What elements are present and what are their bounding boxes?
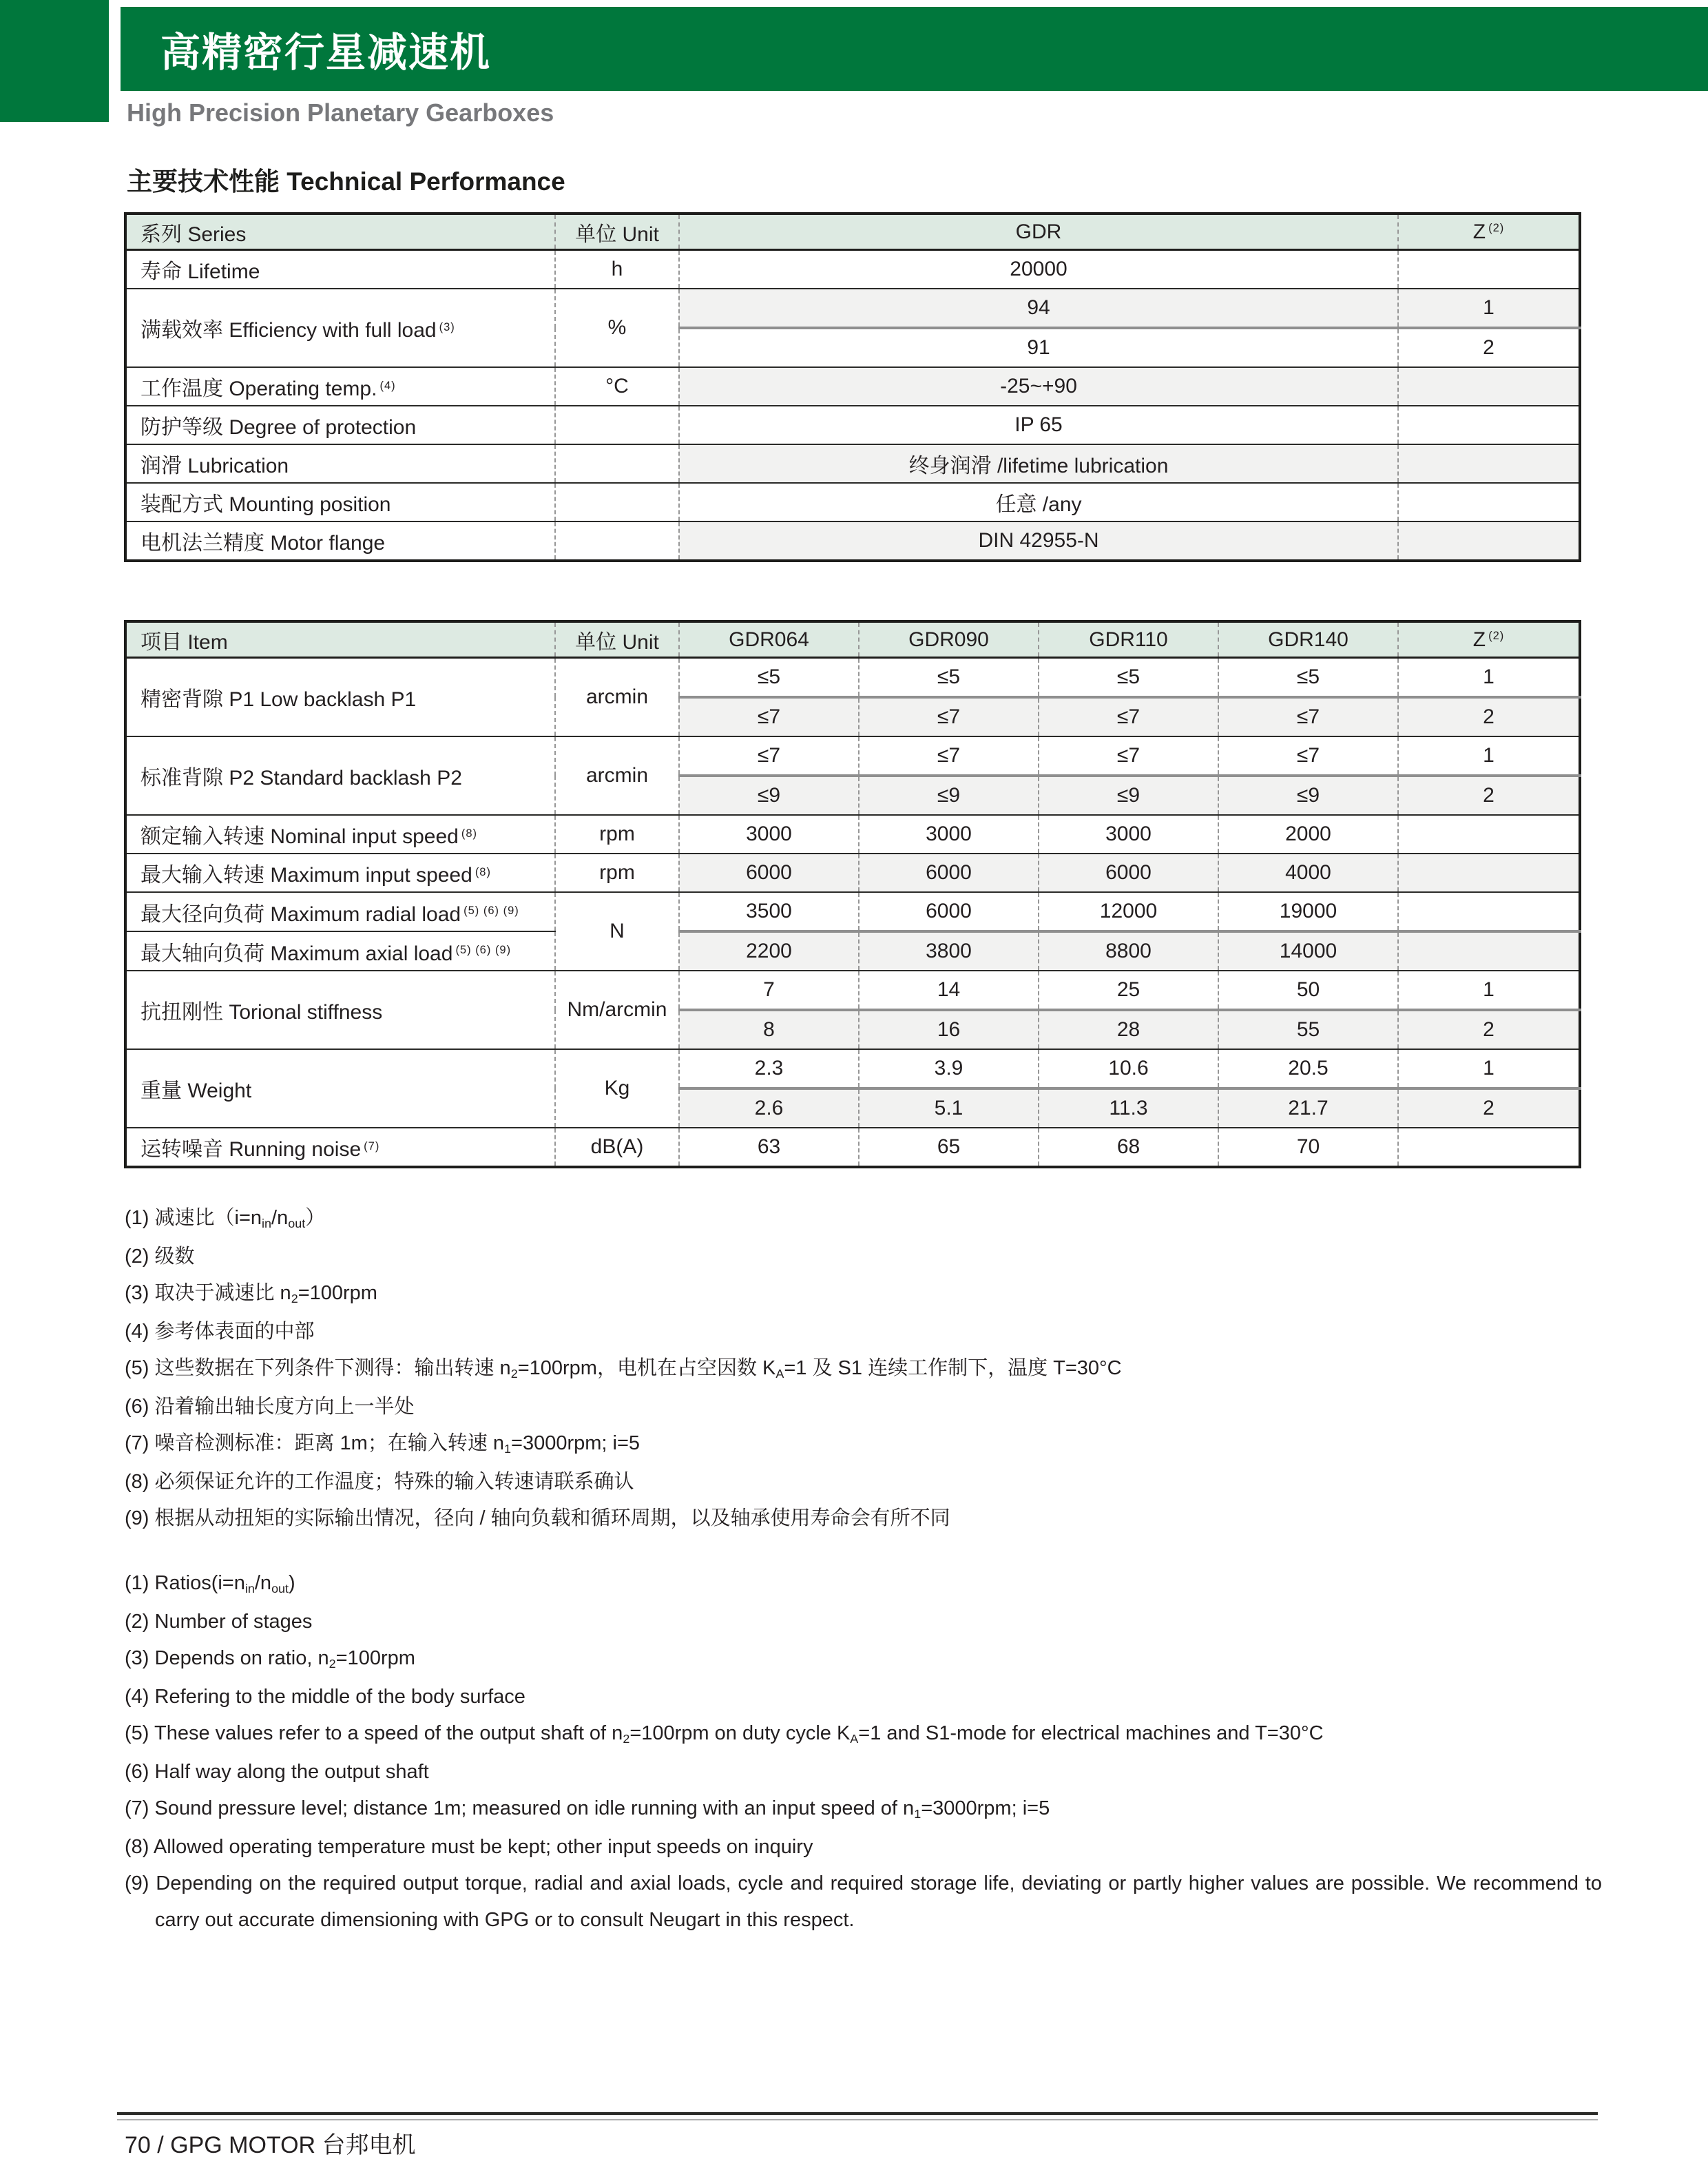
value-cell: 94: [679, 289, 1398, 328]
footnote-en-8: (8) Allowed operating temperature must be kept; other input speeds on inquiry: [125, 1836, 813, 1858]
value-cell: ≤9: [859, 776, 1039, 815]
value-cell: 终身润滑 /lifetime lubrication: [679, 444, 1398, 483]
table-row-lifetime: [125, 250, 1580, 289]
row-label-cell: 装配方式 Mounting position: [125, 483, 555, 521]
footnote-en-5: (5) These values refer to a speed of the output shaft of n2=100rpm on duty cycle KA=1 and S1-mode for electrical machines and T=30°C: [125, 1722, 1324, 1746]
model-header-cell: GDR090: [859, 621, 1039, 658]
table-row-p1-backlash-1: [125, 658, 1580, 698]
value-cell: 2200: [679, 931, 859, 971]
value-cell: 21.7: [1218, 1088, 1398, 1128]
footnote-en-3: (3) Depends on ratio, n2=100rpm: [125, 1647, 415, 1671]
footnote-en-1: (1) Ratios(i=nin/nout): [125, 1572, 295, 1596]
row-label-cell: 最大输入转速 Maximum input speed $^{(8)}$: [125, 854, 555, 892]
value-cell: 50: [1218, 971, 1398, 1010]
value-cell: 8800: [1039, 931, 1218, 971]
value-cell: ≤7: [1039, 736, 1218, 776]
value-cell: 3.9: [859, 1049, 1039, 1088]
table-row-motor-flange: [125, 521, 1580, 561]
z-cell: [1398, 406, 1580, 444]
value-cell: 68: [1039, 1128, 1218, 1167]
value-cell: 2.6: [679, 1088, 859, 1128]
unit-cell: arcmin: [555, 736, 679, 815]
footnote-en-6: (6) Half way along the output shaft: [125, 1761, 429, 1783]
value-cell: 25: [1039, 971, 1218, 1010]
item-header-cell: 项目 Item: [125, 621, 555, 658]
value-cell: ≤7: [679, 736, 859, 776]
z-cell: 1: [1398, 289, 1580, 328]
unit-cell: Kg: [555, 1049, 679, 1128]
value-cell: 3800: [859, 931, 1039, 971]
page-subtitle: High Precision Planetary Gearboxes: [127, 99, 554, 127]
row-label-cell: 抗扭刚性 Torional stiffness: [125, 971, 555, 1049]
z-cell: 2: [1398, 776, 1580, 815]
footnotes-chinese: [125, 1200, 1602, 1537]
footnote-cn-6: (6) 沿着输出轴长度方向上一半处: [125, 1396, 415, 1418]
value-cell: 3000: [679, 815, 859, 854]
table-row-p2-backlash-1: [125, 736, 1580, 776]
value-cell: 63: [679, 1128, 859, 1167]
value-cell: 任意 /any: [679, 483, 1398, 521]
unit-header-cell: 单位 Unit: [555, 214, 679, 250]
table-row-radial-load: [125, 892, 1580, 931]
z-cell: [1398, 815, 1580, 854]
model-header-cell: GDR140: [1218, 621, 1398, 658]
z-cell: 2: [1398, 697, 1580, 736]
value-cell: ≤5: [1039, 658, 1218, 698]
value-cell: 2.3: [679, 1049, 859, 1088]
table-row-protection: [125, 406, 1580, 444]
z-cell: 2: [1398, 1010, 1580, 1049]
unit-cell: [555, 521, 679, 561]
value-cell: 55: [1218, 1010, 1398, 1049]
value-cell: ≤9: [1218, 776, 1398, 815]
value-cell: 20.5: [1218, 1049, 1398, 1088]
z-cell: 2: [1398, 1088, 1580, 1128]
row-label-cell: 润滑 Lubrication: [125, 444, 555, 483]
z-cell: 1: [1398, 736, 1580, 776]
title-banner: [121, 7, 1708, 91]
table-row-axial-load: [125, 931, 1580, 971]
unit-cell: rpm: [555, 854, 679, 892]
value-cell: ≤5: [1218, 658, 1398, 698]
value-cell: 11.3: [1039, 1088, 1218, 1128]
footnote-cn-3: (3) 取决于减速比 n2=100rpm: [125, 1282, 377, 1306]
value-cell: ≤7: [1039, 697, 1218, 736]
row-label-cell: 最大径向负荷 Maximum radial load $^{(5) (6) (9)}$: [125, 892, 555, 931]
row-label-cell: 满载效率 Efficiency with full load $^{(3)}$: [125, 289, 555, 367]
left-accent-bar: [0, 0, 109, 122]
value-cell: ≤7: [859, 736, 1039, 776]
footer-rule: [117, 2112, 1598, 2115]
footnote-en-2: (2) Number of stages: [125, 1611, 313, 1633]
footnote-en-7: (7) Sound pressure level; distance 1m; measured on idle running with an input speed of n1=3000rpm; i=5: [125, 1797, 1050, 1821]
footnote-en-9: (9) Depending on the required output torque, radial and axial loads, cycle and required storage life, deviating or partly higher values are possible. We recommend to carry out accurate dimensioning with GPG or to consult Neugart in this respect.: [125, 1872, 1602, 1931]
footnote-cn-1: (1) 减速比（i=nin/nout）: [125, 1207, 326, 1231]
row-label-cell: 工作温度 Operating temp. $^{(4)}$: [125, 367, 555, 406]
value-cell: 28: [1039, 1010, 1218, 1049]
value-cell: ≤7: [1218, 697, 1398, 736]
value-cell: 19000: [1218, 892, 1398, 931]
section-title: 主要技术性能 Technical Performance: [127, 167, 565, 196]
footnotes-english: [125, 1565, 1602, 1939]
value-cell: DIN 42955-N: [679, 521, 1398, 561]
series-performance-table: [124, 212, 1581, 562]
table-header-row: [125, 214, 1580, 250]
unit-cell: [555, 406, 679, 444]
value-cell: ≤9: [1039, 776, 1218, 815]
row-label-cell: 运转噪音 Running noise $^{(7)}$: [125, 1128, 555, 1167]
footnote-en-4: (4) Refering to the middle of the body surface: [125, 1686, 525, 1708]
unit-header-cell: 单位 Unit: [555, 621, 679, 658]
value-cell: 6000: [859, 854, 1039, 892]
gdr-header-cell: GDR: [679, 214, 1398, 250]
value-cell: 8: [679, 1010, 859, 1049]
table-header-row: [125, 621, 1580, 658]
footnote-cn-2: (2) 级数: [125, 1246, 195, 1268]
table-row-mounting: [125, 483, 1580, 521]
unit-cell: %: [555, 289, 679, 367]
footnote-cn-5: (5) 这些数据在下列条件下测得：输出转速 n2=100rpm，电机在占空因数 KA=1 及 S1 连续工作制下，温度 T=30°C: [125, 1357, 1122, 1381]
row-label-cell: 精密背隙 P1 Low backlash P1: [125, 658, 555, 737]
table-row-nominal-speed: [125, 815, 1580, 854]
value-cell: 14000: [1218, 931, 1398, 971]
table-row-weight-1: [125, 1049, 1580, 1088]
table-row-efficiency-1: [125, 289, 1580, 328]
value-cell: 6000: [1039, 854, 1218, 892]
value-cell: 4000: [1218, 854, 1398, 892]
unit-cell: N: [555, 892, 679, 971]
footnote-cn-9: (9) 根据从动扭矩的实际输出情况，径向 / 轴向负载和循环周期，以及轴承使用寿命会有所不同: [125, 1507, 950, 1529]
page-title: 高精密行星减速机: [160, 30, 492, 75]
table-row-max-speed: [125, 854, 1580, 892]
value-cell: 7: [679, 971, 859, 1010]
value-cell: IP 65: [679, 406, 1398, 444]
z-cell: [1398, 367, 1580, 406]
unit-cell: [555, 444, 679, 483]
unit-cell: dB(A): [555, 1128, 679, 1167]
unit-cell: °C: [555, 367, 679, 406]
z-cell: [1398, 1128, 1580, 1167]
z-cell: [1398, 854, 1580, 892]
value-cell: 6000: [859, 892, 1039, 931]
value-cell: 3000: [1039, 815, 1218, 854]
value-cell: 10.6: [1039, 1049, 1218, 1088]
value-cell: 91: [679, 328, 1398, 367]
unit-cell: arcmin: [555, 658, 679, 737]
model-header-cell: GDR110: [1039, 621, 1218, 658]
unit-cell: Nm/arcmin: [555, 971, 679, 1049]
footnote-cn-4: (4) 参考体表面的中部: [125, 1321, 315, 1343]
value-cell: 5.1: [859, 1088, 1039, 1128]
row-label-cell: 电机法兰精度 Motor flange: [125, 521, 555, 561]
footer-page-number: 70 / GPG MOTOR 台邦电机: [125, 2132, 416, 2158]
table-row-lubrication: [125, 444, 1580, 483]
row-label-cell: 防护等级 Degree of protection: [125, 406, 555, 444]
row-label-cell: 重量 Weight: [125, 1049, 555, 1128]
z-cell: 1: [1398, 971, 1580, 1010]
z-cell: [1398, 444, 1580, 483]
value-cell: 70: [1218, 1128, 1398, 1167]
value-cell: 2000: [1218, 815, 1398, 854]
series-table-wrap: [124, 212, 1581, 562]
model-performance-table: [124, 620, 1581, 1168]
value-cell: 14: [859, 971, 1039, 1010]
value-cell: ≤5: [679, 658, 859, 698]
table-row-running-noise: [125, 1128, 1580, 1167]
value-cell: ≤7: [679, 697, 859, 736]
row-label-cell: 寿命 Lifetime: [125, 250, 555, 289]
z-cell: [1398, 521, 1580, 561]
z-cell: [1398, 250, 1580, 289]
value-cell: 65: [859, 1128, 1039, 1167]
value-cell: 16: [859, 1010, 1039, 1049]
value-cell: 6000: [679, 854, 859, 892]
value-cell: -25~+90: [679, 367, 1398, 406]
footer-rule-shadow: [117, 2119, 1598, 2120]
footnote-cn-8: (8) 必须保证允许的工作温度；特殊的输入转速请联系确认: [125, 1471, 634, 1493]
z-cell: 1: [1398, 1049, 1580, 1088]
value-cell: 12000: [1039, 892, 1218, 931]
footnote-cn-7: (7) 噪音检测标准：距离 1m；在输入转速 n1=3000rpm; i=5: [125, 1432, 640, 1456]
z-cell: [1398, 483, 1580, 521]
row-label-cell: 额定输入转速 Nominal input speed $^{(8)}$: [125, 815, 555, 854]
z-cell: 1: [1398, 658, 1580, 698]
series-header-cell: 系列 Series: [125, 214, 555, 250]
row-label-cell: 标准背隙 P2 Standard backlash P2: [125, 736, 555, 815]
value-cell: ≤9: [679, 776, 859, 815]
value-cell: 3500: [679, 892, 859, 931]
value-cell: ≤7: [859, 697, 1039, 736]
z-cell: [1398, 892, 1580, 931]
table-row-stiffness-1: [125, 971, 1580, 1010]
value-cell: 3000: [859, 815, 1039, 854]
row-label-cell: 最大轴向负荷 Maximum axial load $^{(5) (6) (9)}$: [125, 931, 555, 971]
model-header-cell: GDR064: [679, 621, 859, 658]
model-table-wrap: [124, 620, 1581, 1168]
z-cell: 2: [1398, 328, 1580, 367]
value-cell: ≤5: [859, 658, 1039, 698]
value-cell: 20000: [679, 250, 1398, 289]
unit-cell: rpm: [555, 815, 679, 854]
z-cell: [1398, 931, 1580, 971]
unit-cell: h: [555, 250, 679, 289]
stages-header-cell: Z $^{(2)}$: [1398, 214, 1580, 250]
stages-header-cell: Z $^{(2)}$: [1398, 621, 1580, 658]
table-row-operating-temp: [125, 367, 1580, 406]
value-cell: ≤7: [1218, 736, 1398, 776]
unit-cell: [555, 483, 679, 521]
